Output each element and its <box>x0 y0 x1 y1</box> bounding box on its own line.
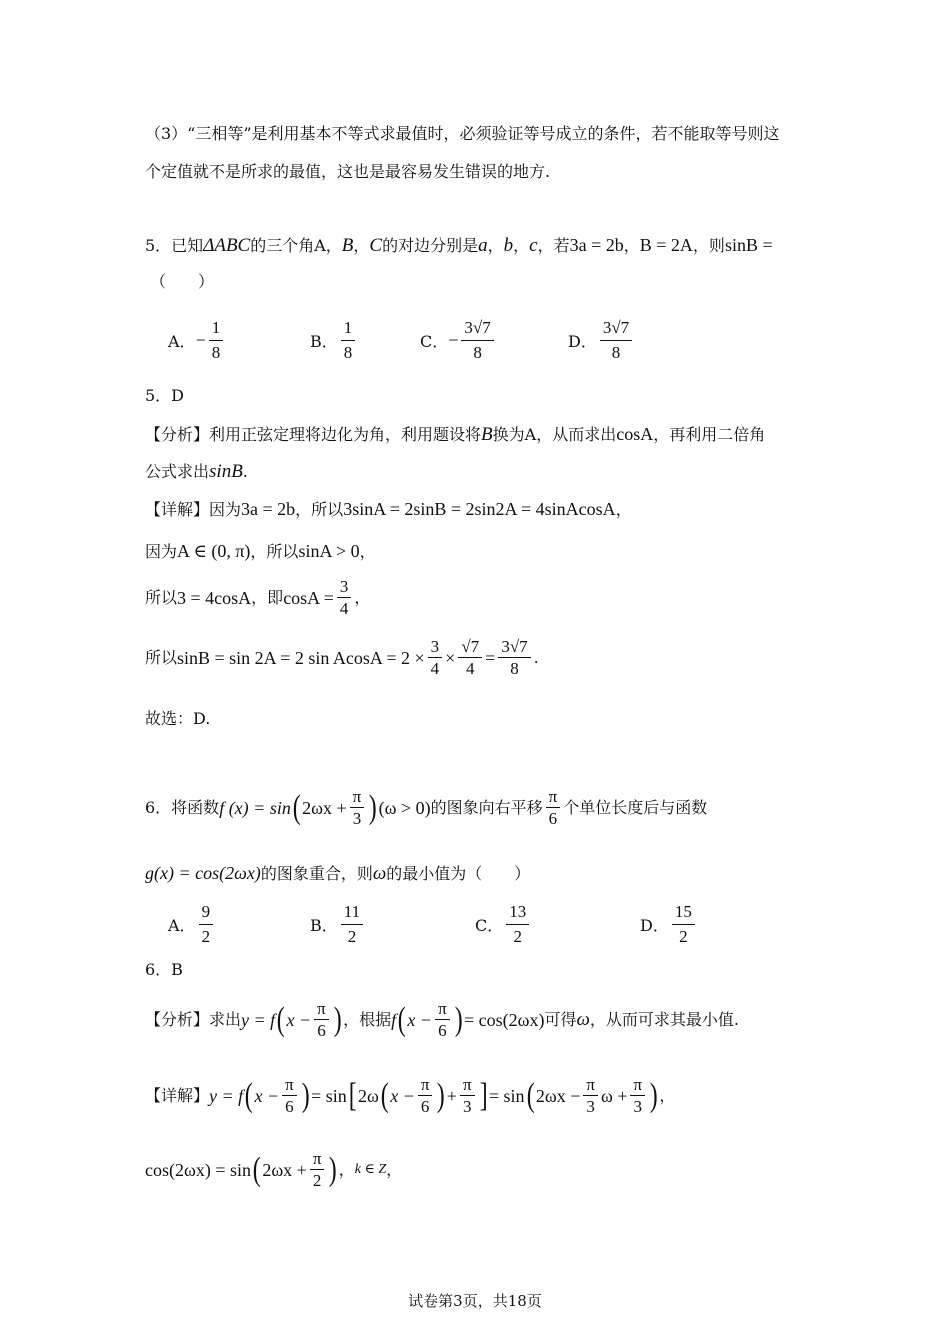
fraction: $\frac{1}{8}$ <box>341 318 356 363</box>
fraction: $\frac{\pi}{3}$ <box>630 1076 645 1115</box>
q6-option-d[interactable]: D． $\frac{15}{2}$ <box>640 902 698 947</box>
fraction: $\frac{9}{2}$ <box>199 902 214 947</box>
fraction: $\frac{3√7}{8}$ <box>461 318 493 363</box>
q5-answer: 5．D <box>145 386 185 405</box>
note-line-2: 个定值就不是所求的最值，这也是最容易发生错误的地方. <box>145 162 551 181</box>
q6-answer: 6．B <box>145 960 183 979</box>
q6-detail-1: 【详解】 y = f ( x − $\frac{\pi}{6}$ ) = sin [ 2ω ( x − $\frac{\pi}{6}$ ) + $\frac{\pi}{3}$ ] = sin ( 2ωx − $\frac{\pi}{3}$ ω + $\frac{\pi}{3}$ ) ， <box>145 1075 676 1116</box>
fraction: $\frac{3√7}{8}$ <box>600 318 632 363</box>
fraction: $\frac{√7}{4}$ <box>458 638 482 677</box>
q5-paren: （ ） <box>150 272 215 291</box>
fraction: $\frac{\pi}{6}$ <box>314 1000 329 1039</box>
q5-detail-4: 所以 sinB = sin 2A = 2 sin AcosA = 2 × $\frac{3}{4}$ × $\frac{√7}{4}$ = $\frac{3√7}{8}$ . <box>145 637 539 678</box>
fraction: $\frac{\pi}{6}$ <box>282 1076 297 1115</box>
fraction: $\frac{3}{4}$ <box>428 638 443 677</box>
fraction: $\frac{1}{8}$ <box>209 318 224 363</box>
q5-option-d[interactable]: D． $\frac{3√7}{8}$ <box>568 318 635 363</box>
fraction: $\frac{\pi}{2}$ <box>310 1150 325 1189</box>
q6-analysis: 【分析】 求出 y = f ( x − $\frac{\pi}{6}$ ) ，根据 f ( x − $\frac{\pi}{6}$ ) = cos(2ωx) 可得 ω ，从而可求其最小值. <box>145 999 739 1040</box>
q5-option-b[interactable]: B． $\frac{1}{8}$ <box>310 318 358 363</box>
page-footer: 试卷第3页，共18页 <box>408 1292 542 1310</box>
q5-option-c[interactable]: C． − $\frac{3√7}{8}$ <box>420 318 497 363</box>
fraction: $\frac{\pi}{3}$ <box>460 1076 475 1115</box>
q5-choice: 故选：D. <box>145 709 211 728</box>
fraction: $\frac{3√7}{8}$ <box>498 638 530 677</box>
q5-detail-3: 所以 3 = 4cosA ，即 cosA = $\frac{3}{4}$ ， <box>145 577 371 618</box>
fraction: $\frac{11}{2}$ <box>341 902 363 947</box>
q6-detail-2: cos(2ωx) = sin ( 2ωx + $\frac{\pi}{2}$ ) ， k ∈ Z ， <box>145 1149 403 1190</box>
fraction: $\frac{\pi}{6}$ <box>546 788 561 827</box>
q6-stem-1: 6．将函数 f (x) = sin ( 2ωx + $\frac{\pi}{3}$ ) (ω > 0) 的图象向右平移 $\frac{\pi}{6}$ 个单位长度后与函数 <box>145 787 708 828</box>
q5-option-a[interactable]: A． − $\frac{1}{8}$ <box>168 318 226 363</box>
q5-analysis-2: 公式求出sinB. <box>145 461 248 482</box>
fraction: $\frac{\pi}{3}$ <box>350 788 365 827</box>
fraction: $\frac{15}{2}$ <box>672 902 695 947</box>
q5-stem: 5．已知ΔABC的三个角A，B，C的对边分别是a，b，c，若3a = 2b，B = 2A，则sinB = <box>145 235 773 256</box>
note-line-1: （3）“三相等”是利用基本不等式求最值时，必须验证等号成立的条件，若不能取等号则这 <box>145 124 780 143</box>
q5-detail-2: 因为A ∈ (0, π)，所以sinA > 0， <box>145 541 376 561</box>
q6-option-c[interactable]: C． $\frac{13}{2}$ <box>475 902 532 947</box>
fraction: $\frac{3}{4}$ <box>337 578 352 617</box>
q6-stem-2: g(x) = cos(2ωx)的图象重合，则ω的最小值为（ ） <box>145 863 531 884</box>
q6-option-a[interactable]: A． $\frac{9}{2}$ <box>168 902 216 947</box>
fraction: $\frac{\pi}{3}$ <box>583 1076 598 1115</box>
q5-detail-1: 【详解】因为3a = 2b，所以3sinA = 2sinB = 2sin2A = 4sinAcosA， <box>145 499 632 519</box>
q5-analysis-1: 【分析】利用正弦定理将边化为角，利用题设将B换为A，从而求出cosA，再利用二倍角 <box>145 424 766 445</box>
fraction: $\frac{13}{2}$ <box>506 902 529 947</box>
q6-option-b[interactable]: B． $\frac{11}{2}$ <box>310 902 366 947</box>
fraction: $\frac{\pi}{6}$ <box>435 1000 450 1039</box>
fraction: $\frac{\pi}{6}$ <box>418 1076 433 1115</box>
